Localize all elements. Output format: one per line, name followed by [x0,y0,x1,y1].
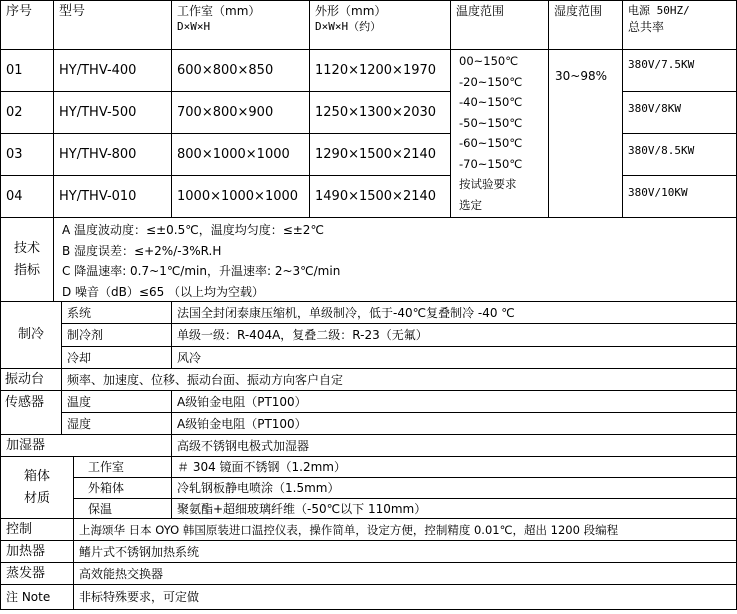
cooling-item-value: 单级一级：R-404A，复叠二级：R-23（无氟） [171,323,737,347]
table-row-power: 380V/8.5KW [622,133,737,176]
sensor-item-name: 湿度 [61,412,172,435]
header-model: 型号 [53,0,172,50]
sensor-item-value: A级铂金电阻（PT100） [171,390,737,413]
header-humid-range: 湿度范围 [548,0,623,50]
material-label: 箱体 材质 [0,456,74,519]
header-temp-range: 温度范围 [450,0,549,50]
material-item-name: 保温 [73,498,172,519]
material-item-name: 工作室 [73,456,172,478]
table-row-model: HY/THV-010 [53,175,172,218]
table-row-model: HY/THV-800 [53,133,172,176]
table-row-work: 600×800×850 [171,49,310,92]
header-no: 序号 [0,0,54,50]
table-row-no: 01 [0,49,54,92]
heater-label: 加热器 [0,540,74,563]
table-row-work: 1000×1000×1000 [171,175,310,218]
sensor-label: 传感器 [0,390,62,435]
table-row-no: 04 [0,175,54,218]
humidifier-label: 加湿器 [0,434,172,457]
table-row-power: 380V/8KW [622,91,737,134]
table-row-outer: 1250×1300×2030 [309,91,451,134]
cooling-item-value: 法国全封闭泰康压缩机，单级制冷，低于-40℃复叠制冷 -40 ℃ [171,301,737,324]
humidifier-value: 高级不锈钢电极式加湿器 [171,434,737,457]
note-label: 注 Note [0,584,74,610]
tech-spec-list: A 温度波动度：≤±0.5℃，温度均匀度：≤±2℃ B 湿度误差：≤+2%/-3%R.H C 降温速率: 0.7~1℃/min，升温速率: 2~3℃/min D 噪音（dB）≤65 （以上均为空载） [53,217,737,302]
table-row-work: 800×1000×1000 [171,133,310,176]
table-row-power: 380V/10KW [622,175,737,218]
control-value: 上海颂华 日本 OYO 韩国原装进口温控仪表，操作简单，设定方便，控制精度 0.01℃，超出 1200 段编程 [73,518,737,541]
table-row-work: 700×800×900 [171,91,310,134]
temp-range-list: 00~150℃ -20~150℃ -40~150℃ -50~150℃ -60~150℃ -70~150℃ 按试验要求 选定 [450,49,549,218]
material-item-value: 聚氨酯+超细玻璃纤维（-50℃以下 110mm） [171,498,737,519]
table-row-no: 03 [0,133,54,176]
header-outer: 外形（mm） D×W×H（约） [309,0,451,50]
table-row-power: 380V/7.5KW [622,49,737,92]
note-value: 非标特殊要求，可定做 [73,584,737,610]
header-power: 电源 50HZ/ 总共率 [622,0,737,50]
cooling-item-value: 风冷 [171,346,737,369]
sensor-item-value: A级铂金电阻（PT100） [171,412,737,435]
material-item-value: 冷轧钢板静电喷涂（1.5mm） [171,477,737,499]
vibration-value: 频率、加速度、位移、振动台面、振动方向客户自定 [61,368,737,391]
evaporator-label: 蒸发器 [0,562,74,585]
table-row-outer: 1490×1500×2140 [309,175,451,218]
table-row-outer: 1120×1200×1970 [309,49,451,92]
cooling-item-name: 冷却 [61,346,172,369]
evaporator-value: 高效能热交换器 [73,562,737,585]
control-label: 控制 [0,518,74,541]
material-item-value: ＃ 304 镜面不锈钢（1.2mm） [171,456,737,478]
material-item-name: 外箱体 [73,477,172,499]
humid-range-value: 30~98% [548,49,623,218]
tech-label: 技术 指标 [0,217,54,302]
header-work-room: 工作室（mm） D×W×H [171,0,310,50]
table-row-model: HY/THV-400 [53,49,172,92]
cooling-item-name: 制冷剂 [61,323,172,347]
cooling-item-name: 系统 [61,301,172,324]
table-row-outer: 1290×1500×2140 [309,133,451,176]
cooling-label: 制冷 [0,301,62,369]
table-row-no: 02 [0,91,54,134]
sensor-item-name: 温度 [61,390,172,413]
heater-value: 鳍片式不锈钢加热系统 [73,540,737,563]
vibration-label: 振动台 [0,368,62,391]
table-row-model: HY/THV-500 [53,91,172,134]
